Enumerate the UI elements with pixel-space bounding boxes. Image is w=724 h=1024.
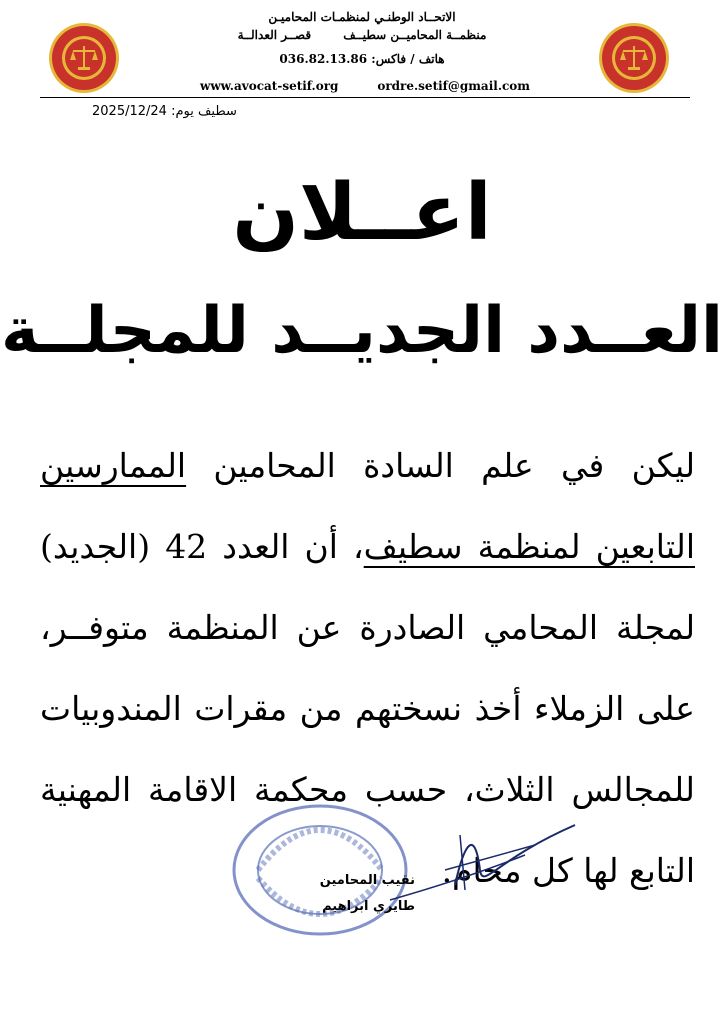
date-label: سطيف يوم: [171,104,237,119]
header-divider [40,97,690,98]
email-link[interactable]: ordre.setif@gmail.com [377,79,530,93]
document-date [92,104,237,119]
website-link[interactable]: www.avocat-setif.org [200,79,339,93]
bar-association-seal-left [48,22,120,94]
announcement-title: اعــلان [232,168,492,258]
phone-label: هاتف / فاكس: [371,52,445,66]
organization-location: قصــر العدالــة [237,28,312,42]
announcement-subtitle: العــدد الجديــد للمجلــة [1,294,723,368]
letterhead [0,0,724,100]
organization-name: منظمــة المحاميــن سطيــف [343,28,487,42]
signatory-block [305,868,415,920]
bar-association-seal-right [598,22,670,94]
contact-phone-line [180,52,544,66]
web-contact-line [200,79,530,93]
handwritten-signature [385,810,585,910]
phone-number: 036.82.13.86 [279,52,368,66]
body-intro: ليكن في علم السادة المحامين [186,446,695,485]
signatory-title: نقيب المحامين [319,873,415,888]
organization-line [180,28,544,42]
body-rest: ، أن العدد 42 (الجديد) لمجلة المحامي الصادرة عن المنظمة متوفــر، على الزملاء أخذ نسختهم من مقرات المندوبيات للمجالس الثلاث، حسب محكمة الاقامة المهنية التابع لها كل محام. [40,527,695,890]
date-value: 2025/12/24 [92,104,167,119]
signatory-name: طايري ابراهيم [322,899,415,914]
federation-name: الاتحــاد الوطنـي لمنظمـات المحاميـن [268,10,456,24]
body-underlined-phrase: الممارسين التابعين لمنظمة سطيف [40,446,696,566]
